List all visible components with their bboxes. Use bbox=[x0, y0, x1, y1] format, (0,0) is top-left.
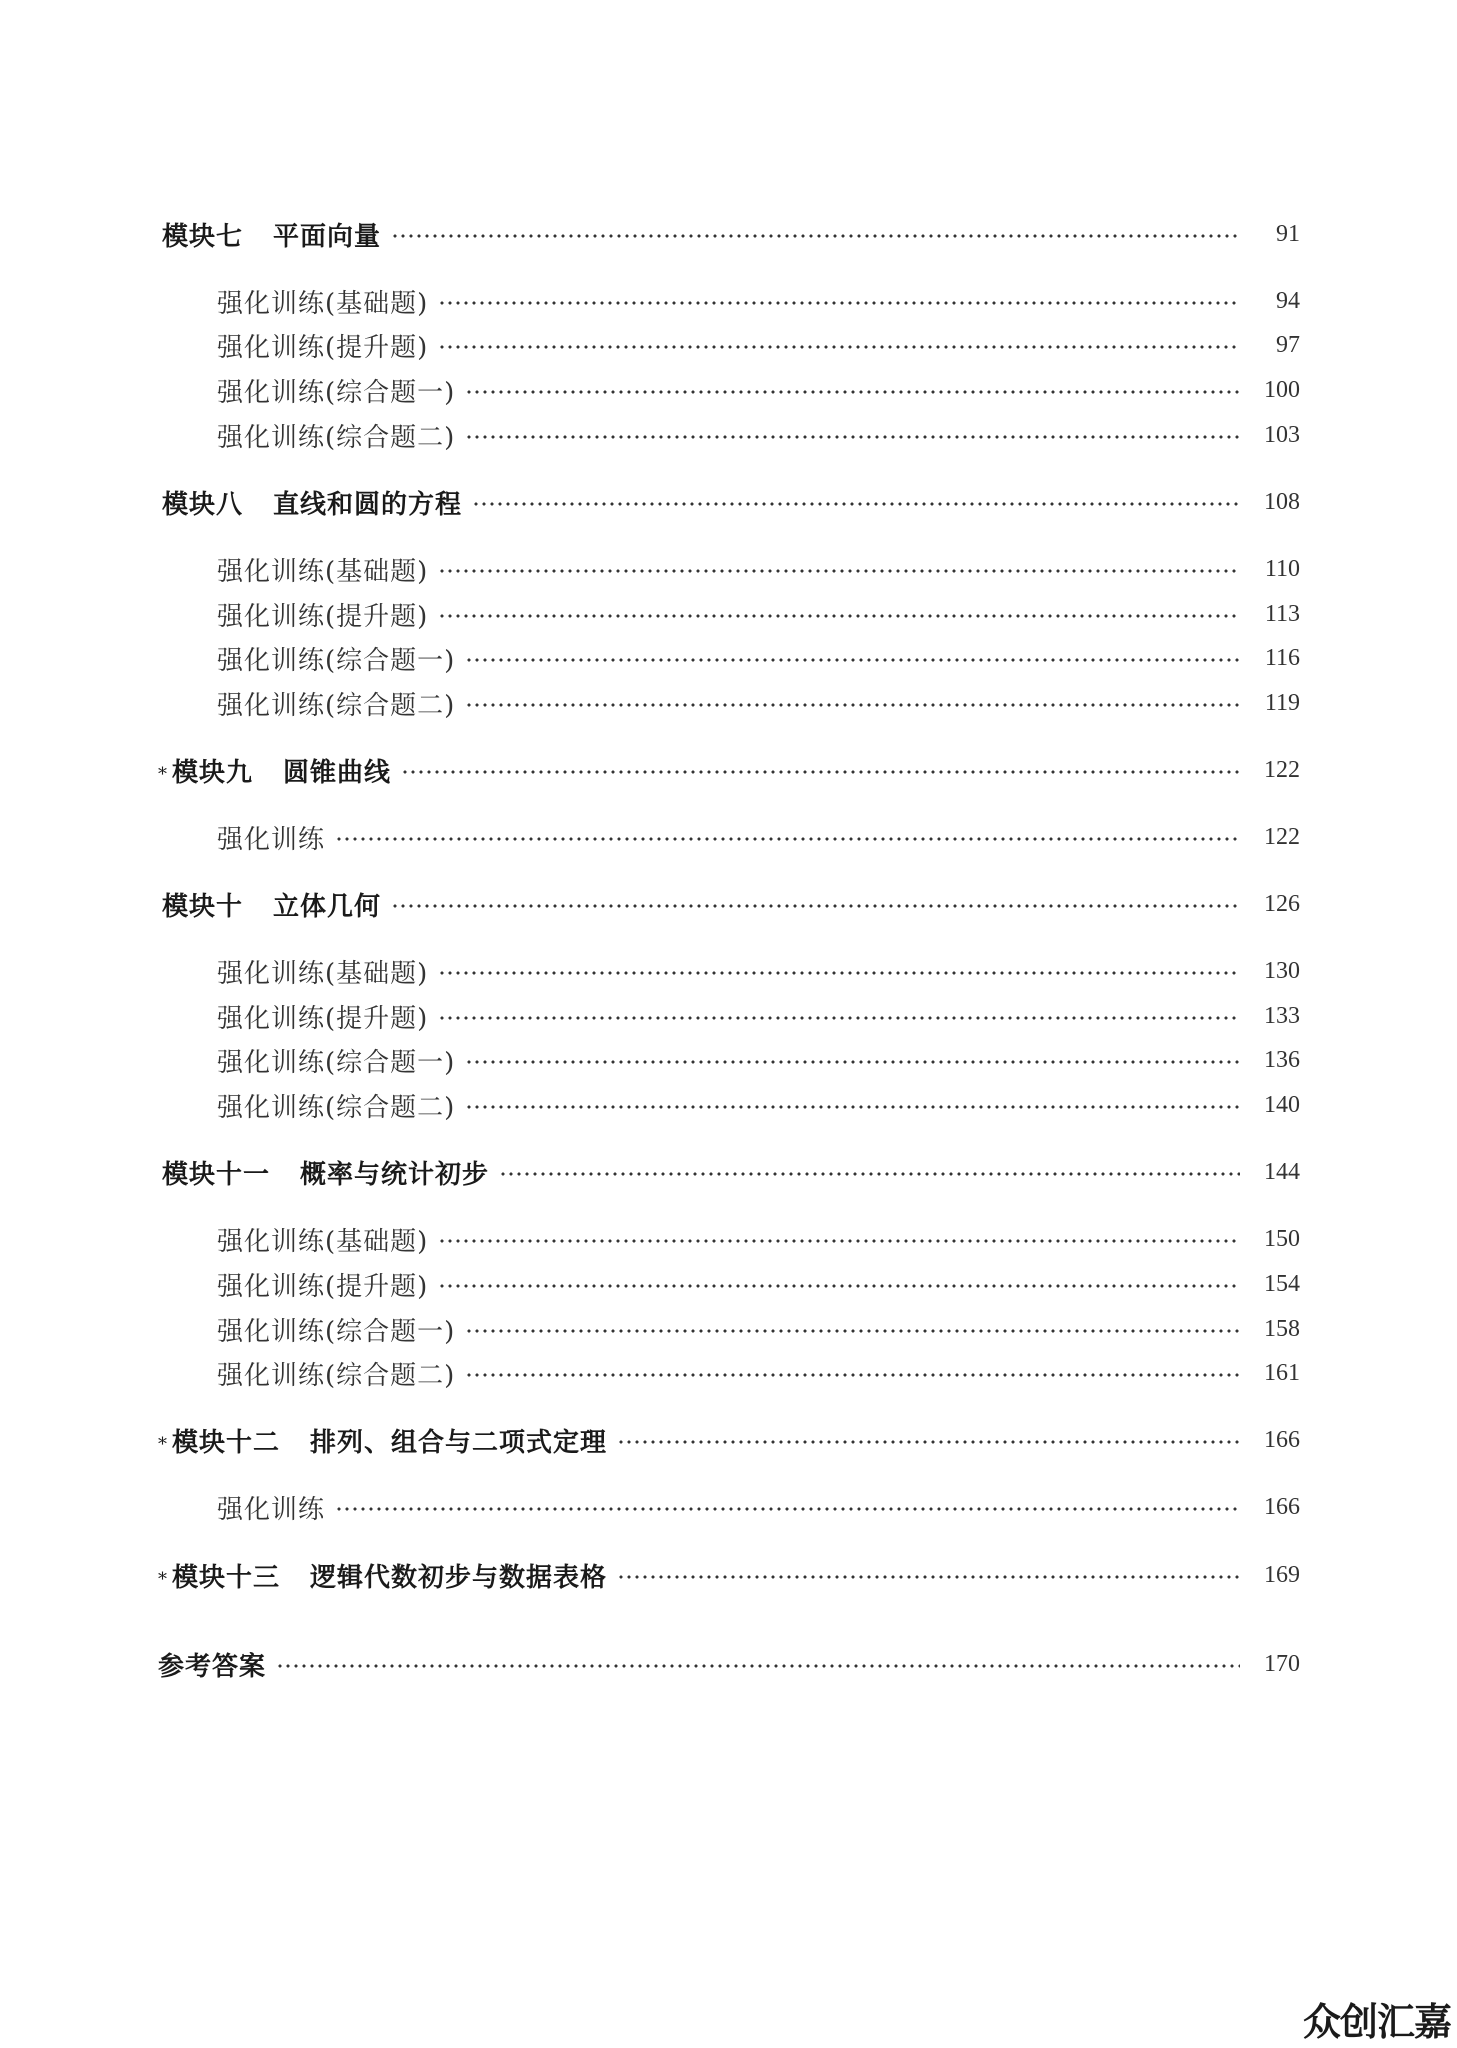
page-number: 169 bbox=[1264, 1561, 1300, 1588]
page-number: 158 bbox=[1264, 1315, 1300, 1342]
toc-module-entry[interactable] bbox=[158, 216, 1300, 252]
toc-sub-entry[interactable] bbox=[217, 596, 1300, 632]
toc-module-entry[interactable] bbox=[158, 1154, 1300, 1190]
entry-title: 强化训练(综合题二) bbox=[217, 1360, 456, 1391]
page-number: 97 bbox=[1276, 331, 1300, 358]
dot-leader bbox=[391, 904, 1240, 908]
toc-sub-entry[interactable] bbox=[217, 819, 1300, 855]
watermark-logo: 众创汇嘉 bbox=[1302, 2000, 1451, 2044]
module-title: 模块七 平面向量 bbox=[162, 221, 382, 252]
page-number: 113 bbox=[1264, 600, 1300, 627]
page-number: 150 bbox=[1264, 1225, 1300, 1252]
entry-title: 强化训练(综合题二) bbox=[217, 690, 456, 721]
page-number: 144 bbox=[1264, 1158, 1300, 1185]
dot-leader bbox=[391, 234, 1240, 238]
dot-leader bbox=[438, 569, 1240, 573]
dot-leader bbox=[617, 1440, 1240, 1444]
toc-sub-entry[interactable] bbox=[217, 372, 1300, 408]
page-number: 166 bbox=[1264, 1493, 1300, 1520]
page-number: 116 bbox=[1264, 644, 1300, 671]
entry-title: 强化训练(综合题一) bbox=[217, 1047, 456, 1078]
entry-title: 强化训练(提升题) bbox=[217, 601, 429, 632]
entry-title: 强化训练(综合题二) bbox=[217, 1092, 456, 1123]
toc-module-entry[interactable] bbox=[158, 1422, 1300, 1458]
entry-title: 强化训练 bbox=[217, 1494, 326, 1525]
dot-leader bbox=[335, 1507, 1240, 1511]
entry-title: 强化训练(提升题) bbox=[217, 1003, 429, 1034]
page-number: 140 bbox=[1264, 1091, 1300, 1118]
toc-sub-entry[interactable] bbox=[217, 685, 1300, 721]
toc-sub-entry[interactable] bbox=[217, 640, 1300, 676]
page-number: 130 bbox=[1264, 957, 1300, 984]
entry-title: 强化训练(基础题) bbox=[217, 288, 429, 319]
entry-title: 强化训练 bbox=[217, 824, 326, 855]
entry-title: 强化训练(提升题) bbox=[217, 332, 429, 363]
dot-leader bbox=[438, 1284, 1240, 1288]
toc-sub-entry[interactable] bbox=[217, 417, 1300, 453]
page-number: 126 bbox=[1264, 890, 1300, 917]
toc-sub-entry[interactable] bbox=[217, 1087, 1300, 1123]
module-title: 模块八 直线和圆的方程 bbox=[162, 489, 463, 520]
page-number: 166 bbox=[1264, 1426, 1300, 1453]
dot-leader bbox=[276, 1664, 1240, 1668]
dot-leader bbox=[438, 971, 1240, 975]
module-title: * 模块十二 排列、组合与二项式定理 bbox=[158, 1427, 608, 1458]
toc-sub-entry[interactable] bbox=[217, 551, 1300, 587]
page-number: 103 bbox=[1264, 421, 1300, 448]
entry-title: 强化训练(基础题) bbox=[217, 556, 429, 587]
answers-title: 参考答案 bbox=[158, 1651, 267, 1682]
page-number: 170 bbox=[1264, 1650, 1300, 1677]
entry-title: 强化训练(综合题二) bbox=[217, 422, 456, 453]
page-number: 91 bbox=[1276, 220, 1300, 247]
page-number: 100 bbox=[1264, 376, 1300, 403]
toc-sub-entry[interactable] bbox=[217, 953, 1300, 989]
toc-sub-entry[interactable] bbox=[217, 1221, 1300, 1257]
toc-sub-entry[interactable] bbox=[217, 1355, 1300, 1391]
module-title: 模块十一 概率与统计初步 bbox=[162, 1159, 490, 1190]
toc-answers-entry[interactable] bbox=[158, 1646, 1300, 1682]
page-number: 119 bbox=[1264, 689, 1300, 716]
dot-leader bbox=[438, 345, 1240, 349]
entry-title: 强化训练(基础题) bbox=[217, 958, 429, 989]
dot-leader bbox=[438, 1239, 1240, 1243]
dot-leader bbox=[465, 658, 1240, 662]
page-number: 108 bbox=[1264, 488, 1300, 515]
toc-module-entry[interactable] bbox=[158, 1557, 1300, 1593]
dot-leader bbox=[499, 1172, 1240, 1176]
page-number: 94 bbox=[1276, 287, 1300, 314]
module-title: 模块十 立体几何 bbox=[162, 891, 382, 922]
entry-title: 强化训练(基础题) bbox=[217, 1226, 429, 1257]
dot-leader bbox=[465, 703, 1240, 707]
entry-title: 强化训练(综合题一) bbox=[217, 645, 456, 676]
dot-leader bbox=[401, 770, 1240, 774]
dot-leader bbox=[438, 1016, 1240, 1020]
dot-leader bbox=[465, 435, 1240, 439]
entry-title: 强化训练(综合题一) bbox=[217, 1316, 456, 1347]
dot-leader bbox=[465, 390, 1240, 394]
toc-sub-entry[interactable] bbox=[217, 1311, 1300, 1347]
entry-title: 强化训练(提升题) bbox=[217, 1271, 429, 1302]
dot-leader bbox=[438, 301, 1240, 305]
toc-module-entry[interactable] bbox=[158, 484, 1300, 520]
toc-sub-entry[interactable] bbox=[217, 1489, 1300, 1525]
toc-sub-entry[interactable] bbox=[217, 327, 1300, 363]
toc-module-entry[interactable] bbox=[158, 886, 1300, 922]
dot-leader bbox=[472, 502, 1240, 506]
page-number: 133 bbox=[1264, 1002, 1300, 1029]
toc-sub-entry[interactable] bbox=[217, 998, 1300, 1034]
page-number: 110 bbox=[1264, 555, 1300, 582]
toc-sub-entry[interactable] bbox=[217, 1042, 1300, 1078]
entry-title: 强化训练(综合题一) bbox=[217, 377, 456, 408]
dot-leader bbox=[617, 1575, 1240, 1579]
module-title: * 模块十三 逻辑代数初步与数据表格 bbox=[158, 1562, 608, 1593]
page-number: 136 bbox=[1264, 1046, 1300, 1073]
toc-sub-entry[interactable] bbox=[217, 283, 1300, 319]
page-number: 122 bbox=[1264, 823, 1300, 850]
page-number: 161 bbox=[1264, 1359, 1300, 1386]
dot-leader bbox=[335, 837, 1240, 841]
dot-leader bbox=[465, 1373, 1240, 1377]
toc-sub-entry[interactable] bbox=[217, 1266, 1300, 1302]
dot-leader bbox=[465, 1105, 1240, 1109]
page-number: 154 bbox=[1264, 1270, 1300, 1297]
page-number: 122 bbox=[1264, 756, 1300, 783]
dot-leader bbox=[465, 1329, 1240, 1333]
toc-module-entry[interactable] bbox=[158, 752, 1300, 788]
module-title: * 模块九 圆锥曲线 bbox=[158, 757, 392, 788]
dot-leader bbox=[465, 1060, 1240, 1064]
dot-leader bbox=[438, 614, 1240, 618]
